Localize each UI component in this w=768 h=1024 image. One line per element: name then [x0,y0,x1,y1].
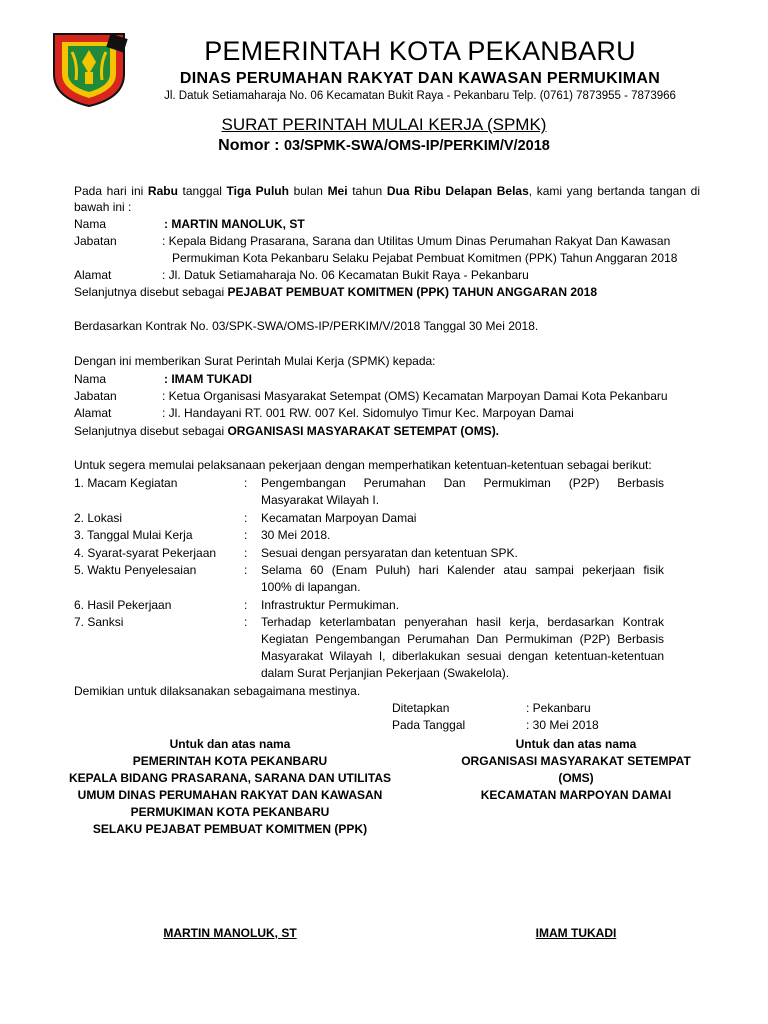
term-colon: : [244,563,248,577]
party2-name-value: : IMAM TUKADI [164,372,252,386]
intro-text: Pada hari ini [74,184,148,198]
intro-year: Dua Ribu Delapan Belas [386,184,529,198]
document-title: SURAT PERINTAH MULAI KERJA (SPMK) [221,115,547,134]
signature-line: SELAKU PEJABAT PEMBUAT KOMITMEN (PPK) [92,822,368,836]
intro-text: bulan [288,184,328,198]
term-label: 1. Macam Kegiatan [74,476,178,490]
term-colon: : [244,615,248,629]
term-line: Terhadap keterlambatan penyerahan hasil kerja, berdasarkan Kontrak [261,615,664,629]
party1-designation [74,284,597,301]
signature-line: ORGANISASI MASYARAKAT SETEMPAT [461,754,691,768]
intro-paragraph [74,183,700,200]
signature-line: (OMS) [558,771,594,785]
ditetapkan-value: : Pekanbaru [526,701,591,715]
pada-tanggal-value: : 30 Mei 2018 [526,718,599,732]
closing-statement: Demikian untuk dilaksanakan sebagaimana mestinya. [74,684,361,698]
party1-name-value: : MARTIN MANOLUK, ST [164,217,305,231]
term-label: 6. Hasil Pekerjaan [74,598,172,612]
term-colon: : [244,528,248,542]
header-address: Jl. Datuk Setiamaharaja No. 06 Kecamatan Bukit Raya - Pekanbaru Telp. (0761) 7873955 - 7873966 [164,90,676,102]
term-label: 3. Tanggal Mulai Kerja [74,528,193,542]
term-line: Selama 60 (Enam Puluh) hari Kalender atau sampai pekerjaan fisik [261,563,664,577]
party1-jabatan-line1: : Kepala Bidang Prasarana, Sarana dan Utilitas Umum Dinas Perumahan Rakyat Dan Kawasan [162,234,671,248]
term-line: Kegiatan Pengembangan Perumahan Dan Permukiman (P2P) Berbasis [261,632,664,646]
party2-alamat-value: : Jl. Handayani RT. 001 RW. 007 Kel. Sidomulyo Timur Kec. Marpoyan Damai [162,406,574,420]
party1-alamat-value: : Jl. Datuk Setiamaharaja No. 06 Kecamatan Bukit Raya - Pekanbaru [162,268,529,282]
intro-text: tanggal [177,184,227,198]
signatory-right-name: IMAM TUKADI [535,926,617,940]
pekanbaru-coat-of-arms-icon [48,28,130,108]
signature-line: Untuk dan atas nama [515,737,637,751]
party1-jabatan-line2: Permukiman Kota Pekanbaru Selaku Pejabat Pembuat Komitmen (PPK) Tahun Anggaran 2018 [172,251,678,265]
intro-date: Tiga Puluh [226,184,289,198]
party1-jabatan-label: Jabatan [74,234,117,248]
term-label: 7. Sanksi [74,615,124,629]
signature-line: PERMUKIMAN KOTA PEKANBARU [130,805,330,819]
signature-line: KEPALA BIDANG PRASARANA, SARANA DAN UTILITAS [69,771,391,785]
term-colon: : [244,511,248,525]
term-colon: : [244,598,248,612]
contract-reference: Berdasarkan Kontrak No. 03/SPK-SWA/OMS-IP/PERKIM/V/2018 Tanggal 30 Mei 2018. [74,319,539,333]
term-label: 4. Syarat-syarat Pekerjaan [74,546,217,560]
signature-line: PEMERINTAH KOTA PEKANBARU [132,754,328,768]
header-agency-name: DINAS PERUMAHAN RAKYAT DAN KAWASAN PERMUKIMAN [179,70,661,87]
term-line: 30 Mei 2018. [261,528,331,542]
intro-month: Mei [327,184,348,198]
designation-prefix: Selanjutnya disebut sebagai [74,424,228,438]
document-number [0,137,768,155]
term-label: 2. Lokasi [74,511,123,525]
signature-line: KECAMATAN MARPOYAN DAMAI [480,788,672,802]
party2-designation [74,423,499,440]
signatory-left-name: MARTIN MANOLUK, ST [163,926,297,940]
term-line: Kecamatan Marpoyan Damai [261,511,417,525]
term-line: Infrastruktur Permukiman. [261,598,400,612]
party2-name-label: Nama [74,372,107,386]
term-line: dalam Surat Perjanjian Pekerjaan (Swakelola). [261,666,510,680]
term-label: 5. Waktu Penyelesaian [74,563,197,577]
term-line: Masyarakat Wilayah I, diberlakukan sesuai dengan ketentuan-ketentuan [261,649,664,663]
signature-block-left [40,736,420,838]
terms-intro: Untuk segera memulai pelaksanaan pekerjaan dengan memperhatikan ketentuan-ketentuan sebagai berikut: [74,458,652,472]
party2-alamat-label: Alamat [74,406,112,420]
party2-intro: Dengan ini memberikan Surat Perintah Mulai Kerja (SPMK) kepada: [74,354,436,368]
intro-text: , kami yang bertanda tangan di [528,184,700,198]
signature-line: UMUM DINAS PERUMAHAN RAKYAT DAN KAWASAN [77,788,383,802]
term-colon: : [244,476,248,490]
designation-prefix: Selanjutnya disebut sebagai [74,285,228,299]
pada-tanggal-label: Pada Tanggal [392,718,466,732]
nomor-value: 03/SPMK-SWA/OMS-IP/PERKIM/V/2018 [283,138,550,154]
nomor-label: Nomor : [218,137,284,154]
term-line: Masyarakat Wilayah I. [261,493,380,507]
intro-line2: bawah ini : [74,200,132,214]
signature-line: Untuk dan atas nama [169,737,291,751]
party1-name-label: Nama [74,217,107,231]
intro-text: tahun [347,184,387,198]
term-line: Pengembangan Perumahan Dan Permukiman (P2P) Berbasis [261,476,664,490]
designation-value: PEJABAT PEMBUAT KOMITMEN (PPK) TAHUN ANGGARAN 2018 [227,285,598,299]
term-line: 100% di lapangan. [261,580,361,594]
header-government-name: PEMERINTAH KOTA PEKANBARU [204,36,636,66]
term-line: Sesuai dengan persyaratan dan ketentuan SPK. [261,546,518,560]
signature-block-right [400,736,752,804]
ditetapkan-label: Ditetapkan [392,701,450,715]
designation-value: ORGANISASI MASYARAKAT SETEMPAT (OMS). [227,424,500,438]
party1-alamat-label: Alamat [74,268,112,282]
term-colon: : [244,546,248,560]
party2-jabatan-value: : Ketua Organisasi Masyarakat Setempat (OMS) Kecamatan Marpoyan Damai Kota Pekanbaru [162,389,668,403]
intro-day: Rabu [147,184,178,198]
party2-jabatan-label: Jabatan [74,389,117,403]
